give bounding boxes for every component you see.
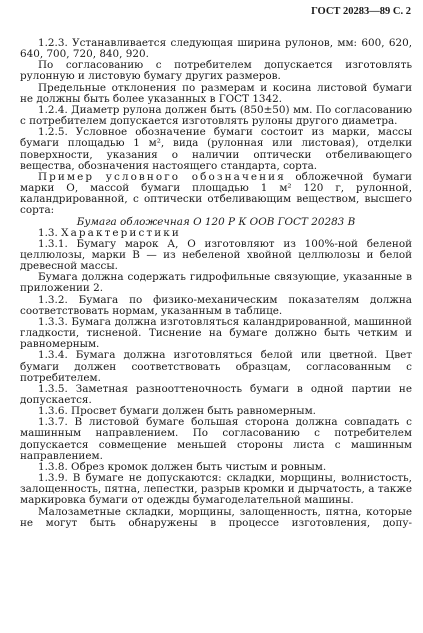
paragraph-1-2-3: 1.2.3. Устанавливается следующая ширина рулонов, мм: 600, 620, 640, 700, 720, 840, 920. [20, 37, 412, 61]
document-body [20, 38, 412, 529]
paragraph-1-3-6: 1.3.6. Просвет бумаги должен быть равномерным. [38, 405, 316, 418]
example-text: обложечной бумаги марки О, массой бумаги площадью 1 м² 120 г, рулонной, каландрированной, с оптически отбеливающим веществом, высшего сорта: [20, 170, 412, 217]
page-header: ГОСТ 20283—89 С. 2 [311, 6, 411, 17]
designation-example: Бумага обложечная О 120 Р К ООВ ГОСТ 20283 В [76, 215, 356, 228]
paragraph-1-2-4: 1.2.4. Диаметр рулона должен быть (850±50) мм. По согласованию с потребителем допускается изготовлять рулоны другого диаметра. [20, 103, 412, 128]
paragraph-1-3-2: 1.3.2. Бумага по физико-механическим показателям должна соответствовать нормам, указанным в таблице. [20, 293, 412, 317]
paragraph-example [20, 172, 412, 217]
paragraph-1-2-5: 1.2.5. Условное обозначение бумаги состоит из марки, массы бумаги площадью 1 м², вида (рулонная или листовая), отделки поверхности, указания о наличии оптически отбеливающего вещества, обозначения настоящего стандарта, сорта. [20, 126, 412, 172]
paragraph-agreement-sizes: По согласованию с потребителем допускается изготовлять рулонную и листовую бумагу других размеров. [20, 59, 412, 83]
example-spaced-heading: Пример условного обозначения [38, 170, 286, 183]
paragraph-1-3-3: 1.3.3. Бумага должна изготовляться каландрированной, машинной гладкости, тисненой. Тиснение на бумаге должно быть четким и равномерным. [20, 315, 412, 351]
paragraph-1-3-1: 1.3.1. Бумагу марок А, О изготовляют из 100%-ной беленой целлюлозы, марки В — из небеленой хвойной целлюлозы и белой древесной массы. [20, 237, 412, 273]
paragraph-deviations: Предельные отклонения по размерам и косина листовой бумаги не должны быть более указанных в ГОСТ 1342. [20, 81, 412, 105]
paragraph-1-3-5: 1.3.5. Заметная разнооттеночность бумаги в одной партии не допускается. [20, 382, 412, 406]
paragraph-binders: Бумага должна содержать гидрофильные связующие, указанные в приложении 2. [20, 271, 412, 295]
paragraph-minor-defects: Малозаметные складки, морщины, залощенность, пятна, которые не могут быть обнаружены в процессе изготовления, допу- [20, 505, 412, 529]
section-title: Характеристики [61, 226, 181, 239]
paragraph-1-3-9: 1.3.9. В бумаге не допускаются: складки, морщины, волнистость, залощенность, пятна, лепестки, разрыв кромки и дырчатость, а также маркировка бумаги от одежды бумагоделательной машины. [20, 472, 412, 507]
section-number: 1.3. [38, 226, 62, 239]
paragraph-1-3-4: 1.3.4. Бумага должна изготовляться белой или цветной. Цвет бумаги должен соответствовать образцам, согласованным с потребителем. [20, 349, 412, 384]
paragraph-1-3-7: 1.3.7. В листовой бумаге большая сторона должна совпадать с машинным направлением. По согласованию с потребителем допускается совмещение меньшей стороны листа с машинным направлением. [20, 416, 412, 462]
paragraph-1-3-8: 1.3.8. Обрез кромок должен быть чистым и ровным. [38, 460, 327, 473]
